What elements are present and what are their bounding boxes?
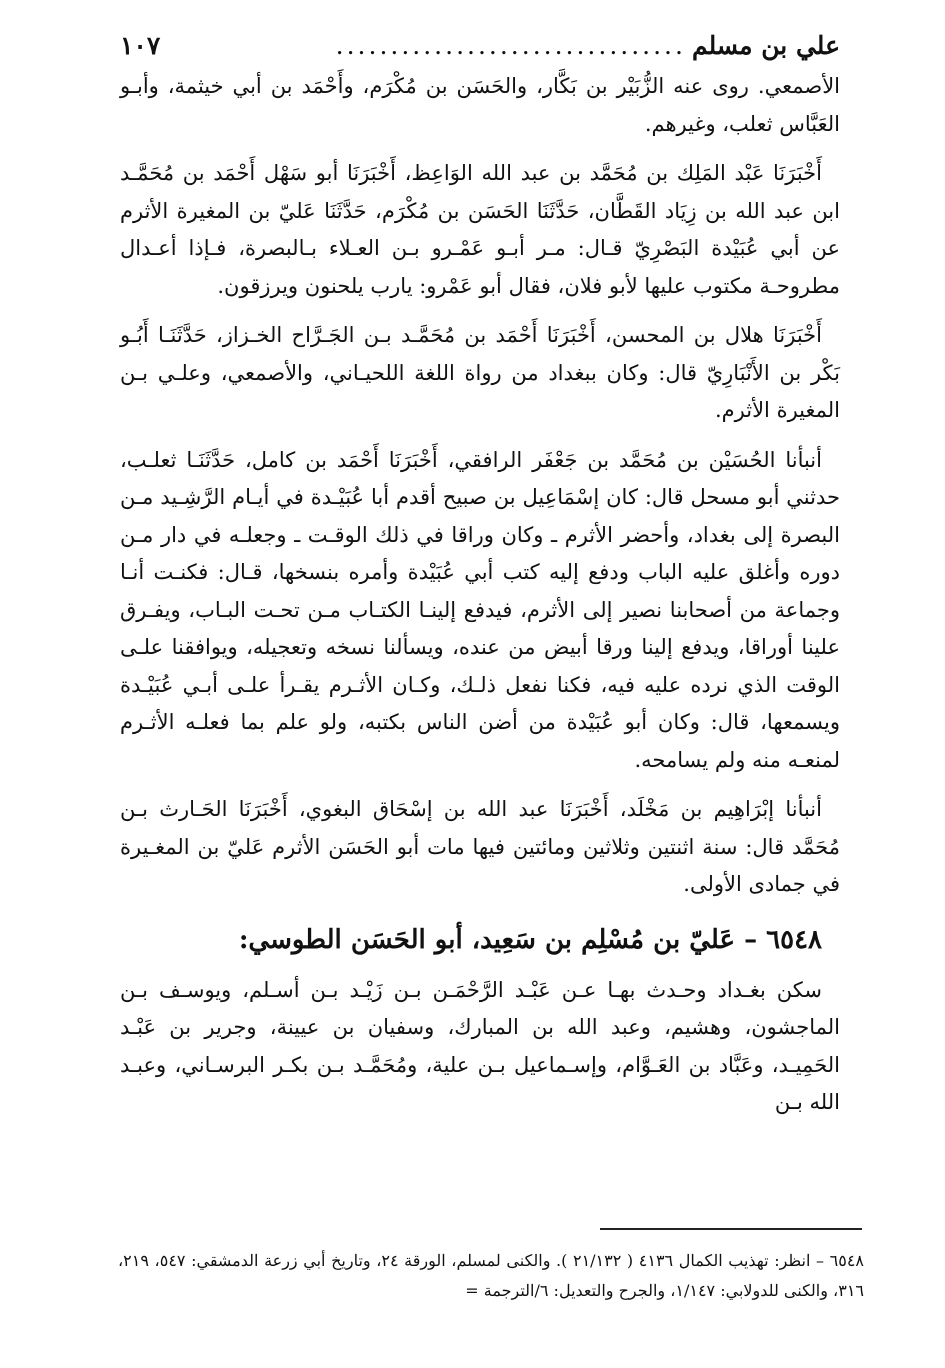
entry-paragraph: سكن بغـداد وحـدث بهـا عـن عَبْـد الرَّحْمَـن بـن زَيْـد بـن أسـلم، ويوسـف بـن الماجشون، وهشيم، وعبد الله بن المبارك، وسفيان بن عيينة، وجرير بن عَبْـد الحَمِيـد، وعَبَّاد بن العَـوَّام، وإسـماعيل بـن علية، ومُحَمَّـد بـن بكـر البرسـاني، وعبـد الله بـن: [120, 977, 840, 1114]
running-head-title: علي بن مسلم: [691, 31, 840, 60]
running-head: [120, 24, 840, 68]
running-head-dots: ................................: [335, 31, 686, 60]
page-number: ١٠٧: [120, 31, 161, 60]
footnote-divider: [600, 1228, 862, 1230]
paragraph: أنبأنا إبْرَاهِيم بن مَخْلَد، أَخْبَرَنَا عبد الله بن إسْحَاق البغوي، أَخْبَرَنَا الحَـارث بـن مُحَمَّد قال: سنة اثنتين وثلاثين ومائتين فيها مات أبو الحَسَن الأثرم عَليّ بن المغـيرة في جمادى الأولى.: [120, 797, 840, 896]
paragraph: أنبأنا الحُسَيْن بن مُحَمَّد بن جَعْفَر الرافقي، أَخْبَرَنَا أَحْمَد بن كامل، حَدَّثَنَـا ثعلـب، حدثني أبو مسحل قال: كان إسْمَاعِيل بن صبيح أقدم أبا عُبَيْـدة في أيـام الرَّشِـيد مـن البصرة إلى بغداد، وأحضر الأثرم ـ وكان وراقا في ذلك الوقـت ـ وجعلـه في دار مـن دوره وأغلق عليه الباب ودفع إليه كتب أبي عُبَيْدة وأمره بنسخها، قـال: فكنـت أنـا وجماعة من أصحابنا نصير إلى الأثرم، فيدفع إلينـا الكتـاب مـن تحـت البـاب، ويفـرق علينا أوراقا، ويدفع إلينا ورقا أبيض من عنده، ويسألنا نسخه وتعجيله، ويوافقنا علـى الوقت الذي نرده عليه فيه، فكنا نفعل ذلـك، وكـان الأثـرم يقـرأ علـى أبـي عُبَيْـدة ويسمعها، قال: وكان أبو عُبَيْدة من أضن الناس بكتبه، ولو علم بما فعلـه الأثـرم لمنعـه منه ولم يسامحه.: [120, 447, 840, 772]
page-body: [120, 24, 840, 1134]
paragraph: أَخْبَرَنَا هلال بن المحسن، أَخْبَرَنَا أَحْمَد بن مُحَمَّـد بـن الجَـرَّاح الخـزاز، حَدَّثَنَـا أَبُـو بَكْر بن الأَنْبَارِيّ قال: وكان ببغداد من رواة اللغة اللحيـاني، والأصمعي، وعلـي بـن المغيرة الأثرم.: [120, 323, 840, 422]
footnote: ٦٥٤٨ – انظر: تهذيب الكمال ٤١٣٦ ( ٢١/١٣٢ ). والكنى لمسلم، الورقة ٢٤، وتاريخ أبي زرعة الدمشقي: ٥٤٧، ٢١٩، ٣١٦، والكنى للدولابي: ١/١٤٧، والجرح والتعديل: ٦/الترجمة =: [118, 1251, 865, 1300]
paragraph: أَخْبَرَنَا عَبْد المَلِك بن مُحَمَّد بن عبد الله الوَاعِظ، أَخْبَرَنَا أبو سَهْل أَحْمَد بن مُحَمَّـد ابن عبد الله بن زِيَاد القَطَّان، حَدَّثَنَا الحَسَن بن مُكْرَم، حَدَّثَنَا عَليّ بن المغيرة الأثرم عن أبي عُبَيْدة البَصْرِيّ قـال: مـر أبـو عَمْـرو بـن العـلاء بـالبصرة، فـإذا أعـدال مطروحـة مكتوب عليها لأبو فلان، فقال أبو عَمْرو: يارب يلحنون ويرزقون.: [120, 161, 840, 298]
entry-heading: ٦٥٤٨ – عَليّ بن مُسْلِم بن سَعِيد، أبو الحَسَن الطوسي:: [238, 924, 822, 955]
footnotes: [118, 1246, 864, 1306]
main-text: [120, 68, 840, 1122]
paragraph: الأصمعي. روى عنه الزُّبَيْر بن بَكَّار، والحَسَن بن مُكْرَم، وأَحْمَد بن أبي خيثمة، وأبـو العَبَّاس ثعلب، وغيرهم.: [120, 74, 840, 136]
